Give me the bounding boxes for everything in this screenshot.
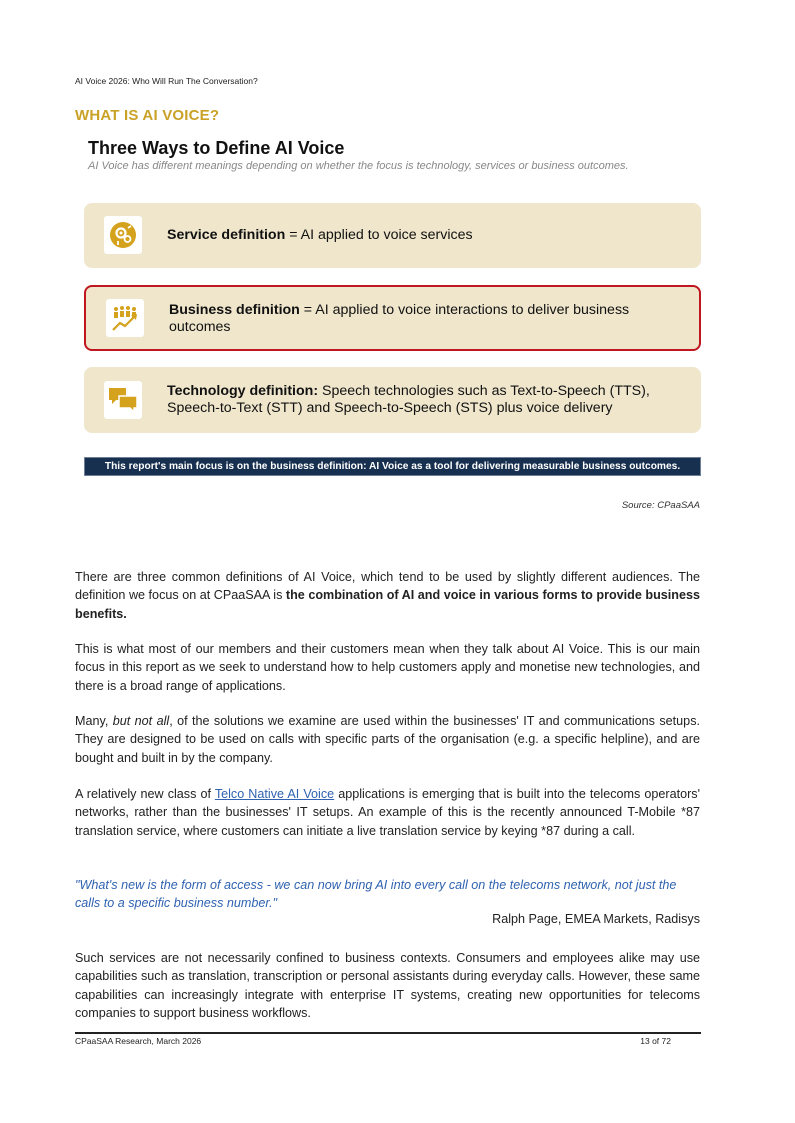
paragraph-definitions (75, 568, 700, 623)
card-label: Technology definition: (167, 383, 319, 399)
paragraph-text: Many, (75, 714, 113, 728)
service-definition-card (84, 203, 701, 268)
paragraph-text: applications is emerging that is built into the telecoms operators' networks, rather than the businesses' IT setups. An example of this is the recently announced T-Mobile *87 translation service, where customers can initiate a live translation service by keying *87 during a call. (75, 787, 700, 838)
paragraph-telco-native (75, 785, 700, 840)
pull-quote: "What's new is the form of access - we can now bring AI into every call on the telecoms network, not just the calls to a specific business number." (75, 878, 677, 911)
figure-title: Three Ways to Define AI Voice (88, 138, 345, 158)
business-definition-card (84, 285, 701, 351)
gear-head-icon (104, 216, 142, 254)
card-text: Speech technologies such as Text-to-Speech (TTS), Speech-to-Text (STT) and Speech-to-Speech (STS) plus voice delivery (167, 383, 650, 416)
footer-divider (75, 1032, 701, 1034)
paragraph-consumer-contexts: Such services are not necessarily confined to business contexts. Consumers and employees alike may use capabilities such as translation, transcription or personal assistants during everyday calls. However, these same capabilities can increasingly integrate with enterprise IT systems, creating new opportunities for telecoms companies to support business workflows. (75, 951, 700, 1020)
card-connector: = (285, 227, 301, 243)
quote-attribution: Ralph Page, EMEA Markets, Radisys (492, 912, 700, 926)
figure-source: Source: CPaaSAA (621, 500, 700, 511)
paragraph-text: , of the solutions we examine are used within the businesses' IT and communications setups. They are designed to be used on calls with specific parts of the organisation (e.g. a specific helpline), and are bought and built in by the company. (75, 714, 700, 765)
paragraph-solutions (75, 712, 700, 767)
paragraph-italic: but not all (112, 714, 170, 728)
card-label: Business definition (169, 302, 300, 318)
paragraph-main-focus: This is what most of our members and their customers mean when they talk about AI Voice. This is our main focus in this report as we seek to understand how to help customers apply and monetise new technologies, and there is a broad range of applications. (75, 642, 700, 693)
card-connector: = (299, 302, 316, 318)
speech-bubbles-icon (104, 381, 142, 419)
report-focus-banner: This report's main focus is on the business definition: AI Voice as a tool for delivering measurable business outcomes. (84, 457, 701, 476)
card-text: AI applied to voice interactions to deliver business outcomes (169, 302, 630, 335)
paragraph-emphasis: the combination of AI and voice in various forms to provide business benefits. (75, 588, 700, 621)
card-label: Service definition (167, 227, 286, 243)
paragraph-text: There are three common definitions of AI Voice, which tend to be used by slightly different audiences. The definition we focus on at CPaaSAA is (75, 570, 700, 603)
technology-definition-card (84, 367, 701, 433)
running-header: AI Voice 2026: Who Will Run The Conversation? (75, 76, 258, 86)
section-title: WHAT IS AI VOICE? (75, 107, 220, 124)
card-text: AI applied to voice services (300, 227, 473, 243)
paragraph-text: A relatively new class of (75, 787, 215, 801)
figure-subtitle: AI Voice has different meanings depending on whether the focus is technology, services or business outcomes. (88, 160, 629, 172)
telco-native-ai-voice-link[interactable]: Telco Native AI Voice (214, 787, 335, 801)
page-number: 13 of 72 (640, 1036, 671, 1046)
footer-publisher: CPaaSAA Research, March 2026 (75, 1036, 202, 1046)
people-growth-icon (106, 299, 144, 337)
